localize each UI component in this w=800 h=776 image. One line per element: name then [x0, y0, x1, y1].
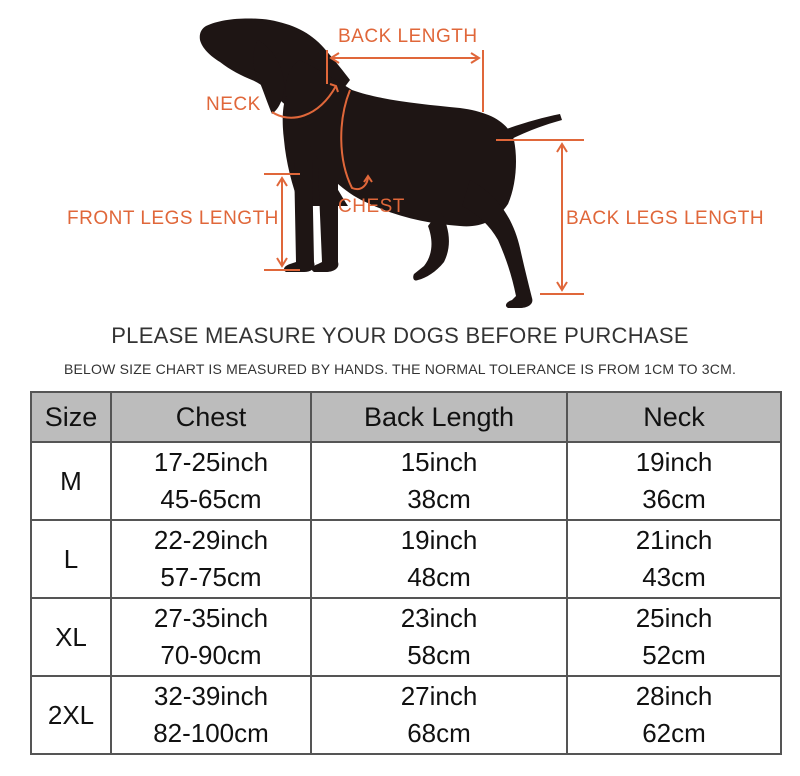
neck-cm-value: 52cm [642, 640, 706, 670]
header-size: Size [31, 392, 111, 442]
neck-cell [567, 598, 781, 676]
front-legs-length-label: FRONT LEGS LENGTH [67, 208, 279, 229]
back-length-cell [311, 598, 567, 676]
back-length-label: BACK LENGTH [338, 26, 478, 47]
size-cell: XL [31, 598, 111, 676]
back-length-cm-value: 68cm [407, 718, 471, 748]
dog-measurement-diagram [0, 0, 800, 320]
chest-label: CHEST [338, 196, 405, 217]
dog-diagram-svg [0, 0, 800, 320]
neck-cm-value: 43cm [642, 562, 706, 592]
back-length-cell [311, 442, 567, 520]
chest-cell [111, 598, 311, 676]
dog-front-leg-left [284, 160, 315, 272]
header-chest: Chest [111, 392, 311, 442]
header-back-length: Back Length [311, 392, 567, 442]
neck-label: NECK [206, 94, 261, 115]
neck-cm-value: 36cm [642, 484, 706, 514]
back-length-inch-value: 23inch [400, 603, 478, 633]
table-row [31, 520, 781, 598]
chest-cm-value: 45-65cm [160, 484, 262, 514]
neck-cell [567, 442, 781, 520]
table-row [31, 442, 781, 520]
neck-cell [567, 676, 781, 754]
back-length-cm-value: 58cm [407, 640, 471, 670]
neck-inch-value: 21inch [635, 525, 713, 555]
table-row [31, 598, 781, 676]
dog-silhouette [200, 18, 562, 308]
page-title: PLEASE MEASURE YOUR DOGS BEFORE PURCHASE [111, 323, 689, 348]
size-cell: 2XL [31, 676, 111, 754]
chest-cell [111, 442, 311, 520]
back-length-cm-value: 38cm [407, 484, 471, 514]
chest-cell [111, 520, 311, 598]
page-subtitle: BELOW SIZE CHART IS MEASURED BY HANDS. THE NORMAL TOLERANCE IS FROM 1CM TO 3CM. [63, 361, 737, 377]
neck-cell [567, 520, 781, 598]
size-chart-table [30, 391, 782, 755]
chest-cell [111, 676, 311, 754]
chest-inch-value: 27-35inch [153, 603, 269, 633]
table-header-row [31, 392, 781, 442]
chest-cm-value: 57-75cm [160, 562, 262, 592]
neck-inch-value: 25inch [635, 603, 713, 633]
back-length-cm-value: 48cm [407, 562, 471, 592]
header-neck: Neck [567, 392, 781, 442]
back-legs-length-label: BACK LEGS LENGTH [566, 208, 765, 229]
back-length-inch-value: 19inch [400, 525, 478, 555]
neck-inch-value: 28inch [635, 681, 713, 711]
neck-cm-value: 62cm [642, 718, 706, 748]
neck-inch-value: 19inch [635, 447, 713, 477]
back-length-inch-value: 27inch [400, 681, 478, 711]
chest-inch-value: 22-29inch [153, 525, 269, 555]
back-length-inch-value: 15inch [400, 447, 478, 477]
size-cell: L [31, 520, 111, 598]
chest-cm-value: 82-100cm [153, 718, 269, 748]
back-length-cell [311, 676, 567, 754]
chest-inch-value: 17-25inch [153, 447, 269, 477]
back-length-cell [311, 520, 567, 598]
chest-cm-value: 70-90cm [160, 640, 262, 670]
size-cell: M [31, 442, 111, 520]
chest-inch-value: 32-39inch [153, 681, 269, 711]
table-row [31, 676, 781, 754]
